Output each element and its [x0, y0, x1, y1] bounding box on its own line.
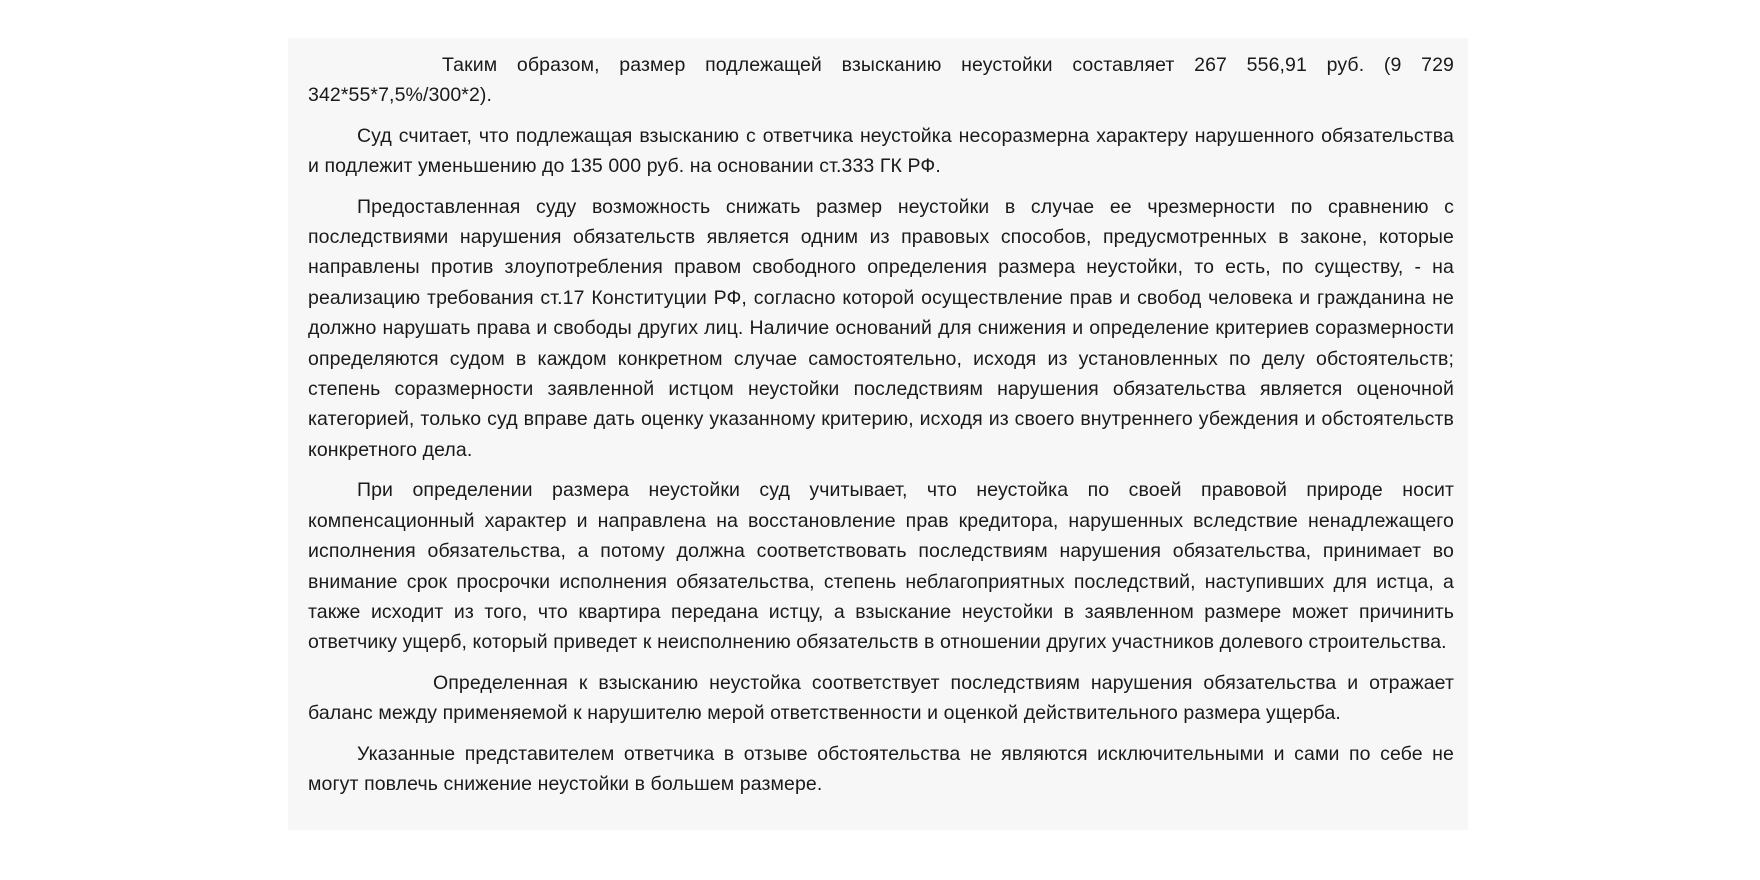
paragraph-court-reduction: Суд считает, что подлежащая взысканию с ответчика неустойка несоразмерна характеру нарушенного обязательства и подлежит уменьшению до 135 000 руб. на основании ст.333 ГК РФ.: [308, 124, 1454, 178]
document-page: [288, 38, 1468, 830]
paragraph-respondent-arguments: Указанные представителем ответчика в отзыве обстоятельства не являются исключительными и сами по себе не могут повлечь снижение неустойки в большем размере.: [308, 742, 1454, 795]
paragraph-balance: Определенная к взысканию неустойка соответствует последствиям нарушения обязательства и отражает баланс между применяемой к нарушителю мерой ответственности и оценкой действительного размера ущерба.: [308, 671, 1454, 725]
paragraph-penalty-nature: При определении размера неустойки суд учитывает, что неустойка по своей правовой природе носит компенсационный характер и направлена на восстановление прав кредитора, нарушенных вследствие ненадлежащего исполнения обязательства, а потому должна соответствовать последствиям нарушения обязательства, принимает во внимание срок просрочки исполнения обязательства, степень неблагоприятных последствий, наступивших для истца, а также исходит из того, что квартира передана истцу, а взыскание неустойки в заявленном размере может причинить ответчику ущерб, который приведет к неисполнению обязательств в отношении других участников долевого строительства.: [308, 479, 1454, 654]
paragraph-penalty-amount: Таким образом, размер подлежащей взысканию неустойки составляет 267 556,91 руб. (9 729 342*55*7,5%/300*2).: [308, 54, 1454, 107]
paragraph-legal-basis: Предоставленная суду возможность снижать размер неустойки в случае ее чрезмерности по сравнению с последствиями нарушения обязательств является одним из правовых способов, предусмотренных в законе, которые направлены против злоупотребления правом свободного определения размера неустойки, то есть, по существу, - на реализацию требования ст.17 Конституции РФ, согласно которой осуществление прав и свобод человека и гражданина не должно нарушать права и свободы других лиц. Наличие оснований для снижения и определение критериев соразмерности определяются судом в каждом конкретном случае самостоятельно, исходя из установленных по делу обстоятельств; степень соразмерности заявленной истцом неустойки последствиям нарушения обязательства является оценочной категорией, только суд вправе дать оценку указанному критерию, исходя из своего внутреннего убеждения и обстоятельств конкретного дела.: [308, 195, 1454, 461]
